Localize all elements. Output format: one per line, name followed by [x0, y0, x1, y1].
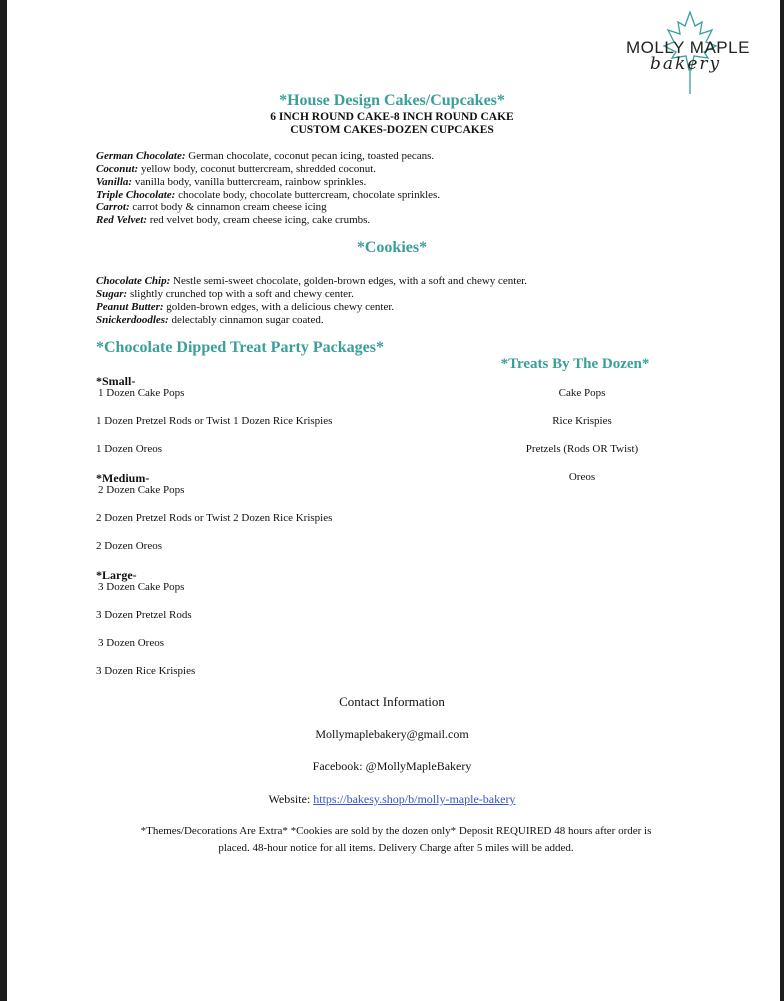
packages-title: *Chocolate Dipped Treat Party Packages*: [96, 339, 384, 356]
package-item: 2 Dozen Oreos: [96, 540, 162, 552]
package-small-label: *Small-: [96, 374, 136, 388]
dozen-item: Cake Pops: [558, 387, 606, 399]
package-item: 3 Dozen Rice Krispies: [96, 665, 196, 677]
cake-item: Coconut: yellow body, coconut buttercream, shredded coconut.: [96, 163, 377, 175]
contact-title: Contact Information: [339, 694, 445, 709]
dozen-title: *Treats By The Dozen*: [500, 356, 650, 372]
cakes-subtitle-2: CUSTOM CAKES-DOZEN CUPCAKES: [290, 124, 494, 136]
website-label: Website:: [268, 792, 314, 806]
logo-name: MOLLY MAPLE: [626, 38, 750, 57]
package-item: 1 Dozen Pretzel Rods or Twist 1 Dozen Rice Krispies: [96, 415, 333, 427]
cookie-item: Sugar: slightly crunched top with a soft and chewy center.: [96, 288, 354, 300]
cake-item: Red Velvet: red velvet body, cream cheese icing, cake crumbs.: [96, 214, 371, 226]
footer-note-2: placed. 48-hour notice for all items. Delivery Charge after 5 miles will be added.: [218, 842, 574, 854]
cookie-item: Snickerdoodles: delectably cinnamon sugar coated.: [96, 314, 324, 326]
left-border: [0, 0, 7, 1001]
website-link[interactable]: https://bakesy.shop/b/molly-maple-bakery: [313, 792, 516, 806]
package-item: 3 Dozen Pretzel Rods: [96, 609, 192, 621]
package-item: 1 Dozen Oreos: [96, 443, 162, 455]
contact-website: [0, 792, 784, 807]
cake-item: Carrot: carrot body & cinnamon cream cheese icing: [96, 201, 327, 213]
logo-script: bakery: [650, 54, 722, 74]
cookie-item: Chocolate Chip: Nestle semi-sweet chocolate, golden-brown edges, with a soft and chewy center.: [96, 275, 528, 287]
package-item: 2 Dozen Cake Pops: [98, 484, 185, 496]
contact-email[interactable]: Mollymaplebakery@gmail.com: [315, 727, 469, 741]
dozen-item: Pretzels (Rods OR Twist): [525, 443, 639, 455]
cake-item: German Chocolate: German chocolate, coconut pecan icing, toasted pecans.: [96, 150, 435, 162]
package-item: 2 Dozen Pretzel Rods or Twist 2 Dozen Rice Krispies: [96, 512, 333, 524]
cookie-item: Peanut Butter: golden-brown edges, with a delicious chewy center.: [96, 301, 395, 313]
bakery-logo: [622, 10, 762, 100]
footer-note-1: *Themes/Decorations Are Extra* *Cookies are sold by the dozen only* Deposit REQUIRED 48 hours after order is: [140, 825, 652, 837]
cakes-subtitle-1: 6 INCH ROUND CAKE-8 INCH ROUND CAKE: [270, 111, 514, 123]
package-large-label: *Large-: [96, 568, 137, 582]
cake-item: Triple Chocolate: chocolate body, chocolate buttercream, chocolate sprinkles.: [96, 189, 441, 201]
package-item: 3 Dozen Cake Pops: [98, 581, 185, 593]
cakes-title: *House Design Cakes/Cupcakes*: [279, 92, 505, 109]
package-item: 1 Dozen Cake Pops: [98, 387, 185, 399]
package-item: 3 Dozen Oreos: [98, 637, 164, 649]
cake-item: Vanilla: vanilla body, vanilla buttercream, rainbow sprinkles.: [96, 176, 367, 188]
package-medium-label: *Medium-: [96, 471, 150, 485]
cookies-title: *Cookies*: [356, 239, 428, 256]
right-border: [780, 0, 784, 1001]
dozen-item: Oreos: [568, 471, 596, 483]
contact-facebook[interactable]: Facebook: @MollyMapleBakery: [312, 759, 472, 773]
dozen-item: Rice Krispies: [552, 415, 612, 427]
